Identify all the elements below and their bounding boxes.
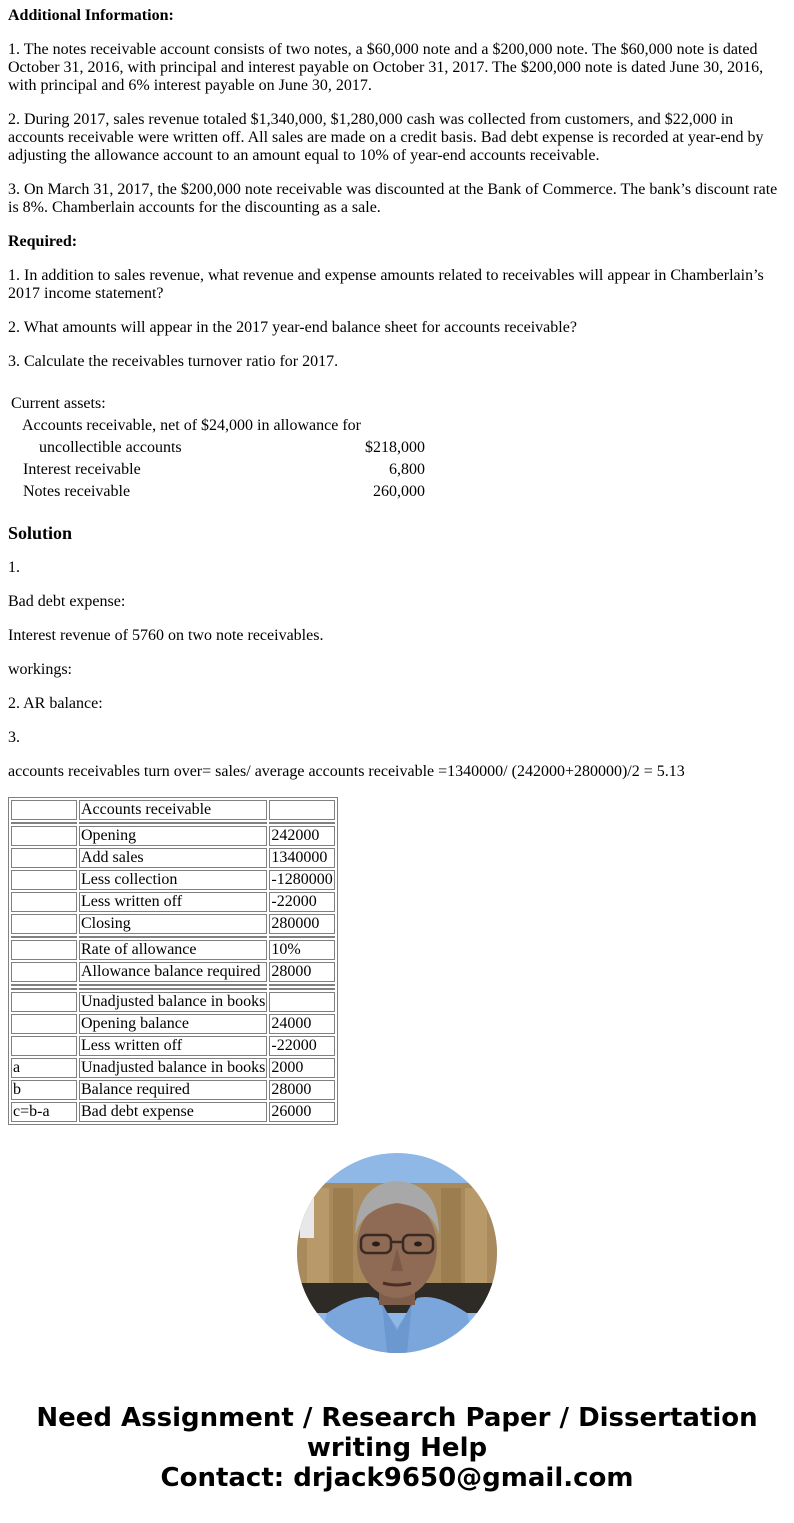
table-separator-row bbox=[11, 936, 335, 938]
required-item-2: 2. What amounts will appear in the 2017 year-end balance sheet for accounts receivable? bbox=[8, 319, 577, 336]
table-cell-label: Add sales bbox=[79, 848, 267, 868]
table-cell-label: Bad debt expense bbox=[79, 1102, 267, 1122]
table-row bbox=[11, 1102, 335, 1122]
workings-label: workings: bbox=[8, 661, 72, 678]
author-photo-icon bbox=[297, 1153, 497, 1353]
notes-receivable-label: Notes receivable bbox=[23, 483, 131, 500]
table-cell-ref: c=b-a bbox=[11, 1102, 77, 1122]
required-item-1: 1. In addition to sales revenue, what revenue and expense amounts related to receivables will appear in Chamberlain’s 2017 income statement? bbox=[8, 267, 764, 302]
separator-cell bbox=[269, 936, 334, 938]
table-cell-ref bbox=[11, 962, 77, 982]
separator-cell bbox=[79, 984, 267, 986]
table-cell-label: Accounts receivable bbox=[79, 800, 267, 820]
table-cell-value: 26000 bbox=[269, 1102, 334, 1122]
table-cell-label: Closing bbox=[79, 914, 267, 934]
table-cell-ref bbox=[11, 800, 77, 820]
table-cell-value: -1280000 bbox=[271, 871, 333, 888]
notes-receivable-amount: 260,000 bbox=[373, 483, 425, 500]
table-separator-row bbox=[11, 984, 335, 986]
document-body bbox=[8, 0, 786, 1125]
table-cell-value: 24000 bbox=[269, 1014, 334, 1034]
promo-banner bbox=[0, 1403, 794, 1493]
current-assets-block bbox=[8, 393, 428, 503]
additional-info-item-3: 3. On March 31, 2017, the $200,000 note receivable was discounted at the Bank of Commerce. The bank’s discount rate is 8%. Chamberlain accounts for the discounting as a sale. bbox=[8, 181, 778, 216]
table-cell-value: 2000 bbox=[269, 1058, 334, 1078]
solution-part3-label: 3. bbox=[8, 729, 20, 746]
ar-line1-row bbox=[8, 415, 428, 437]
table-cell-label: Less written off bbox=[79, 1036, 267, 1056]
table-row bbox=[11, 892, 335, 912]
promo-line-1: Need Assignment / Research Paper / Dissertation bbox=[36, 1403, 758, 1433]
table-cell-label: Opening bbox=[79, 826, 267, 846]
table-cell-ref: b bbox=[11, 1080, 77, 1100]
table-row bbox=[11, 914, 335, 934]
ar-label-line1: Accounts receivable, net of $24,000 in allowance for bbox=[22, 417, 361, 434]
table-cell-value: 28000 bbox=[269, 1080, 334, 1100]
table-row bbox=[11, 826, 335, 846]
current-assets-heading: Current assets: bbox=[11, 395, 106, 412]
table-row bbox=[11, 800, 335, 820]
table-cell-ref bbox=[11, 914, 77, 934]
table-cell-ref bbox=[11, 992, 77, 1012]
table-cell-value: 242000 bbox=[269, 826, 334, 846]
separator-cell bbox=[11, 936, 77, 938]
table-cell-value: -22000 bbox=[269, 1036, 334, 1056]
table-cell-ref: a bbox=[11, 1058, 77, 1078]
current-assets-heading-row bbox=[8, 393, 428, 415]
table-cell-label: Unadjusted balance in books bbox=[81, 1059, 266, 1076]
table-row bbox=[11, 962, 335, 982]
separator-cell bbox=[269, 988, 334, 990]
additional-info-heading: Additional Information: bbox=[8, 7, 174, 24]
separator-cell bbox=[79, 936, 267, 938]
ar-amount: $218,000 bbox=[365, 439, 425, 456]
solution-part1-label: 1. bbox=[8, 559, 20, 576]
table-row bbox=[11, 1036, 335, 1056]
table-cell-value: -22000 bbox=[269, 892, 334, 912]
table-row bbox=[11, 1014, 335, 1034]
table-cell-value bbox=[269, 800, 334, 820]
table-cell-value: 28000 bbox=[269, 962, 334, 982]
interest-revenue-text: Interest revenue of 5760 on two note receivables. bbox=[8, 627, 324, 644]
table-row bbox=[11, 1080, 335, 1100]
interest-receivable-amount: 6,800 bbox=[389, 461, 425, 478]
table-cell-label: Unadjusted balance in books bbox=[81, 993, 266, 1010]
notes-receivable-row bbox=[8, 481, 428, 503]
table-cell-label: Rate of allowance bbox=[79, 940, 267, 960]
additional-info-item-1: 1. The notes receivable account consists of two notes, a $60,000 note and a $200,000 note. The $60,000 note is dated October 31, 2016, with principal and interest payable on October 31, 2017. The $200,000 note is dated June 30, 2016, with principal and 6% interest payable on June 30, 2017. bbox=[8, 41, 764, 94]
separator-cell bbox=[11, 822, 77, 824]
table-row bbox=[11, 992, 335, 1012]
table-cell-ref bbox=[11, 892, 77, 912]
required-heading: Required: bbox=[8, 233, 78, 250]
table-cell-ref bbox=[11, 848, 77, 868]
interest-receivable-label: Interest receivable bbox=[23, 461, 141, 478]
interest-receivable-row bbox=[8, 459, 428, 481]
table-cell-value: 10% bbox=[269, 940, 334, 960]
separator-cell bbox=[11, 988, 77, 990]
table-cell-label: Less collection bbox=[79, 870, 267, 890]
separator-cell bbox=[79, 822, 267, 824]
author-avatar bbox=[297, 1153, 497, 1353]
table-separator-row bbox=[11, 988, 335, 990]
table-cell-label: Less written off bbox=[79, 892, 267, 912]
table-cell-ref bbox=[11, 870, 77, 890]
table-cell-value: 1340000 bbox=[269, 848, 334, 868]
table-cell-ref bbox=[11, 1036, 77, 1056]
table-row bbox=[11, 940, 335, 960]
table-cell-label: Allowance balance required bbox=[79, 962, 267, 982]
bad-debt-expense-label: Bad debt expense: bbox=[8, 593, 126, 610]
required-item-3: 3. Calculate the receivables turnover ratio for 2017. bbox=[8, 353, 339, 370]
table-cell-value: 280000 bbox=[269, 914, 334, 934]
table-row bbox=[11, 1058, 335, 1078]
table-cell-label: Balance required bbox=[79, 1080, 267, 1100]
turnover-formula: accounts receivables turn over= sales/ average accounts receivable =1340000/ (242000+280000)/2 = 5.13 bbox=[8, 763, 685, 780]
separator-cell bbox=[269, 822, 334, 824]
table-row bbox=[11, 870, 335, 890]
table-cell-label: Opening balance bbox=[79, 1014, 267, 1034]
promo-contact: Contact: drjack9650@gmail.com bbox=[160, 1463, 634, 1493]
promo-line-2: writing Help bbox=[306, 1433, 488, 1463]
separator-cell bbox=[269, 984, 334, 986]
separator-cell bbox=[79, 988, 267, 990]
solution-heading: Solution bbox=[8, 523, 73, 543]
ar-line2-row bbox=[8, 437, 428, 459]
additional-info-item-2: 2. During 2017, sales revenue totaled $1,340,000, $1,280,000 cash was collected from customers, and $22,000 in accounts receivable were written off. All sales are made on a credit basis. Bad debt expense is recorded at year-end by adjusting the allowance account to an amount equal to 10% of year-end accounts receivable. bbox=[8, 111, 764, 164]
workings-table bbox=[8, 797, 338, 1125]
table-row bbox=[11, 848, 335, 868]
table-cell-value bbox=[269, 992, 334, 1012]
table-cell-ref bbox=[11, 1014, 77, 1034]
separator-cell bbox=[11, 984, 77, 986]
table-cell-ref bbox=[11, 826, 77, 846]
ar-label-line2: uncollectible accounts bbox=[39, 439, 182, 456]
table-separator-row bbox=[11, 822, 335, 824]
ar-balance-label: 2. AR balance: bbox=[8, 695, 103, 712]
table-cell-ref bbox=[11, 940, 77, 960]
